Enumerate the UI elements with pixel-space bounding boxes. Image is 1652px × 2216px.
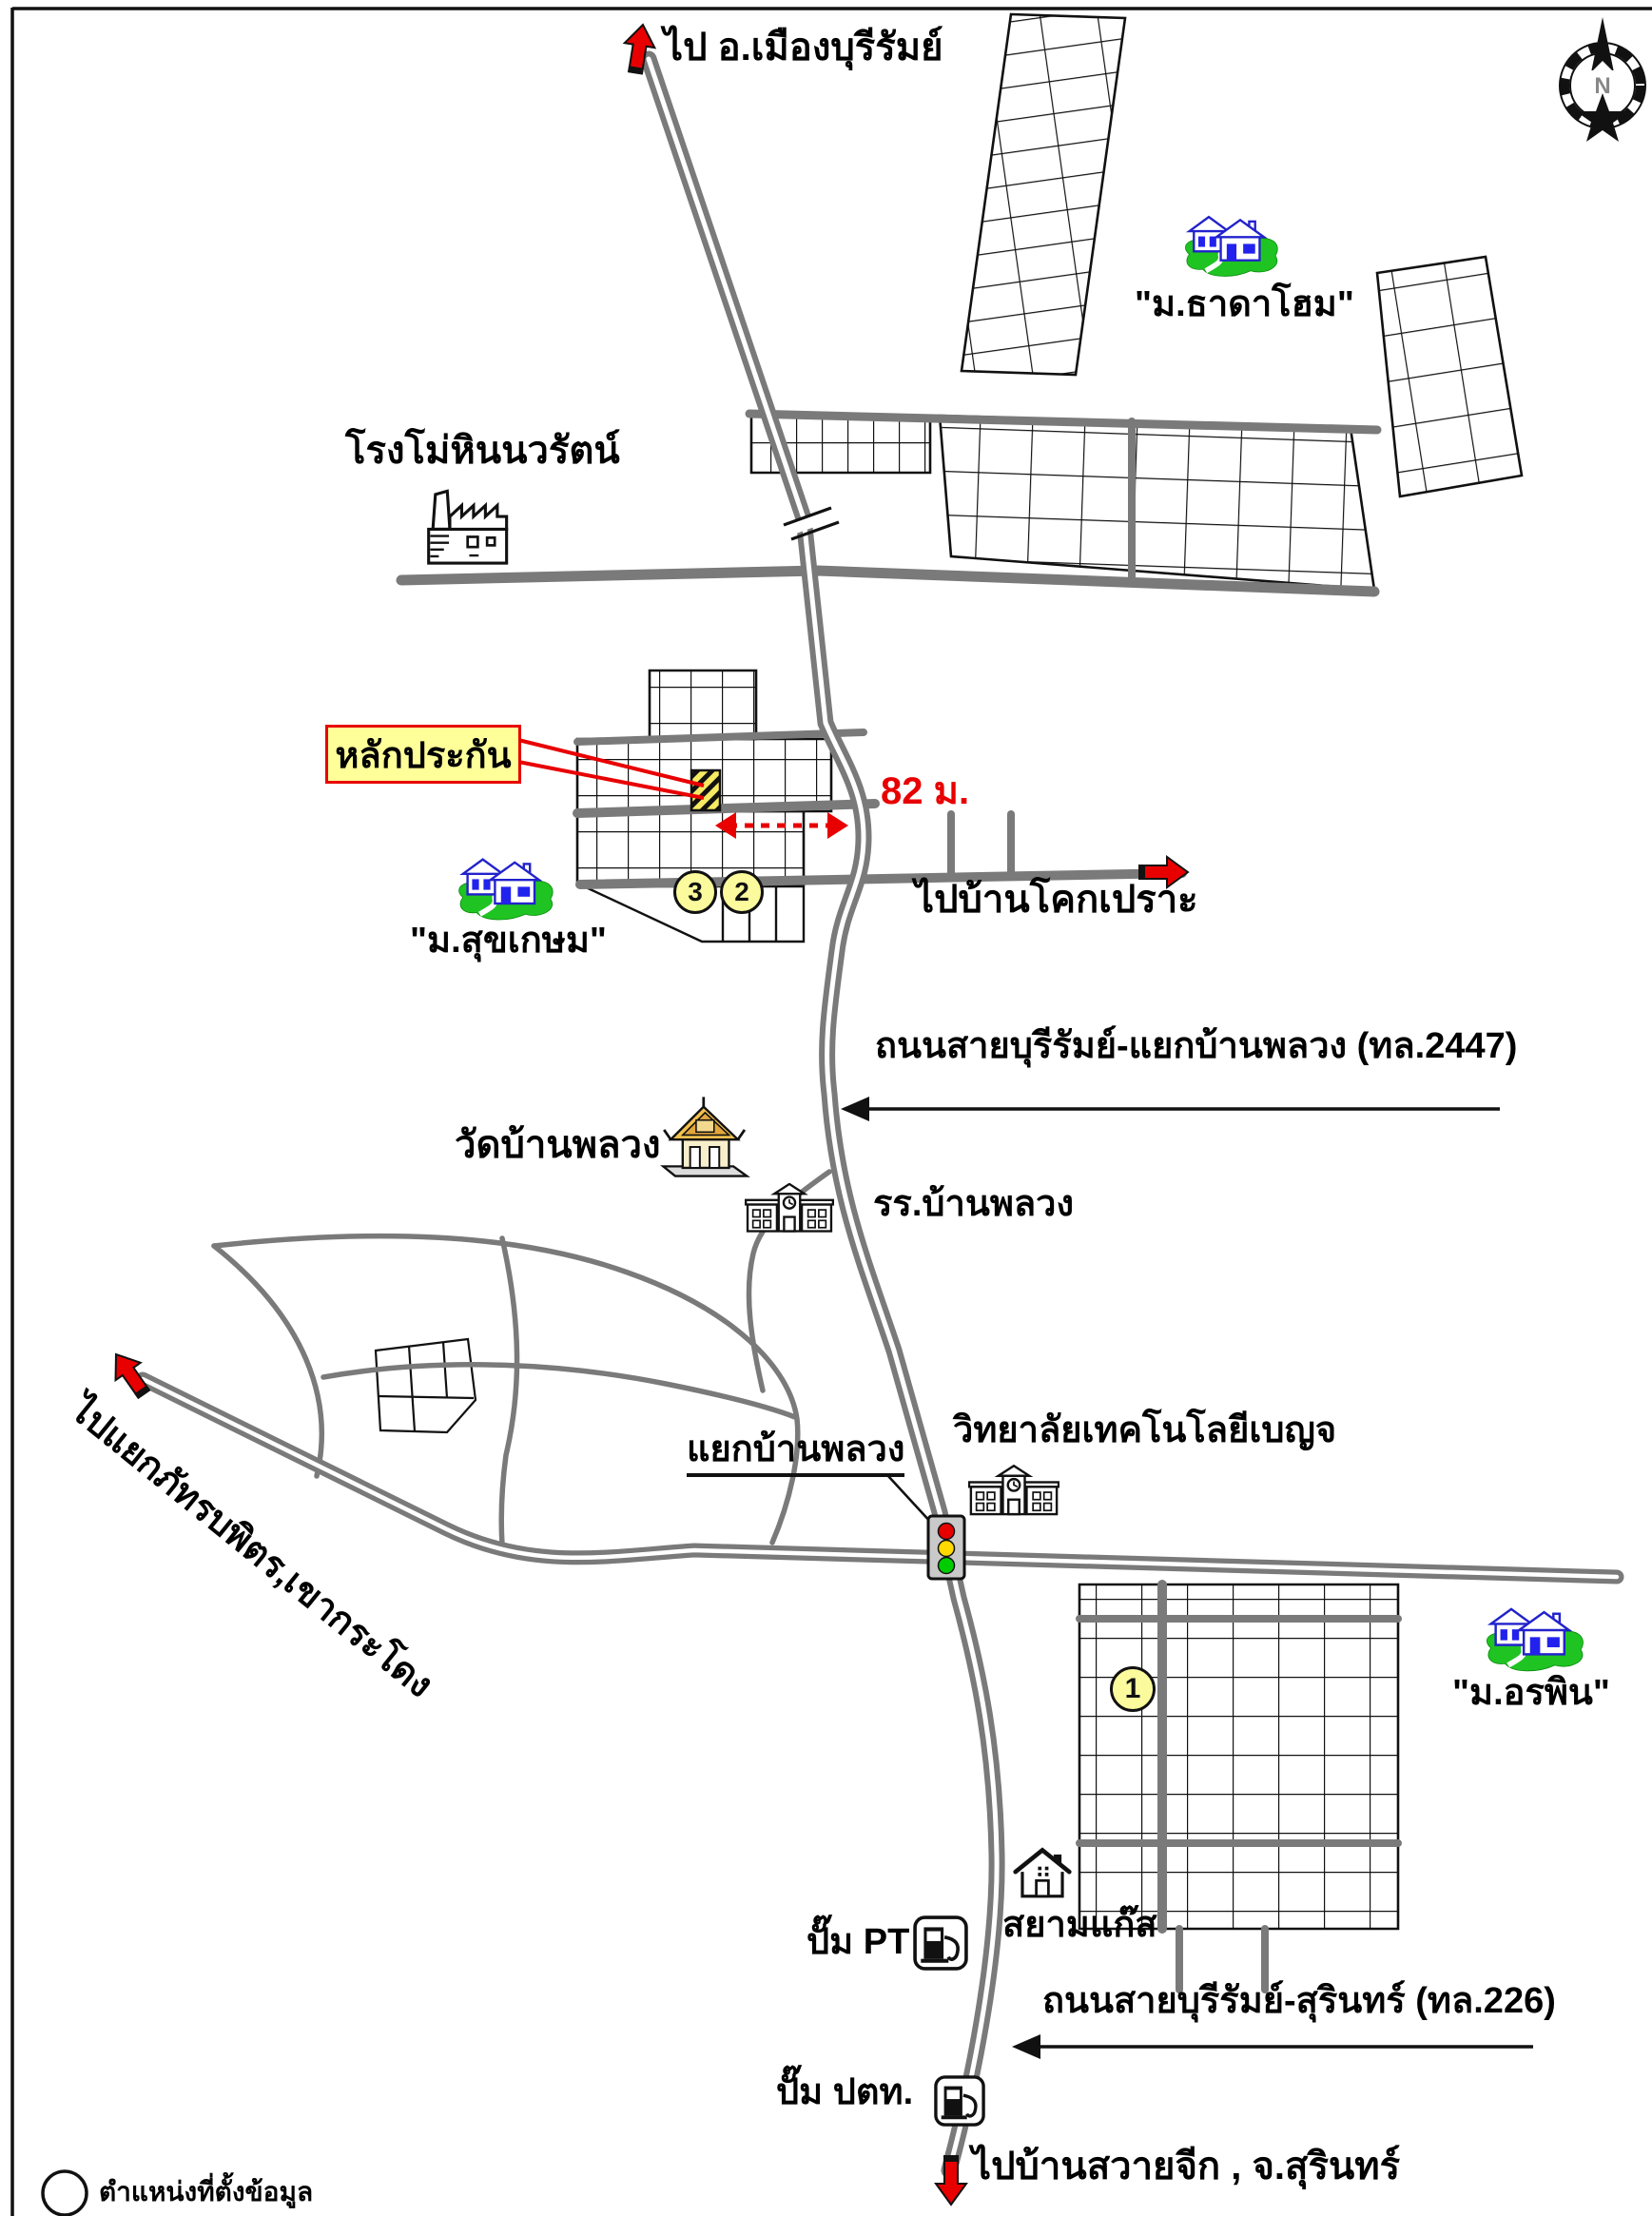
school-ban-phluang-icon xyxy=(746,1184,833,1232)
marker-point-2: 2 xyxy=(720,870,764,914)
label-yaek-ban-phluang: แยกบ้านพลวง xyxy=(687,1430,904,1477)
collateral-plot xyxy=(691,770,720,810)
traffic-light-icon xyxy=(928,1516,964,1579)
label-suk-kasem: "ม.สุขเกษม" xyxy=(410,921,607,961)
label-to-muang-buriram: ไป อ.เมืองบุรีรัมย์ xyxy=(664,27,943,68)
marker-point-1: 1 xyxy=(1110,1666,1156,1712)
temple-icon xyxy=(663,1097,747,1176)
label-oraphin: "ม.อรพิน" xyxy=(1452,1673,1610,1713)
marker-point-3: 3 xyxy=(673,870,717,914)
label-pt-station: ปั๊ม PT xyxy=(807,1922,910,1962)
label-to-sawai-chik: ไปบ้านสวายจีก , จ.สุรินทร์ xyxy=(972,2146,1401,2187)
suk-kasem-houses-icon xyxy=(459,860,554,920)
label-distance-82m: 82 ม. xyxy=(881,770,970,812)
label-school-ban-phluang: รร.บ้านพลวง xyxy=(873,1184,1075,1224)
compass-north-label: N xyxy=(1594,73,1611,99)
label-siam-gas: สยามแก๊ส xyxy=(1002,1905,1157,1945)
road-2447-arrow xyxy=(841,1097,1500,1121)
legend-circle-icon xyxy=(43,2171,87,2215)
label-road-226: ถนนสายบุรีรัมย์-สุรินทร์ (ทล.226) xyxy=(1042,1981,1556,2021)
label-stone-mill: โรงโม่หินนวรัตน์ xyxy=(345,430,620,472)
siam-gas-house-icon xyxy=(1016,1850,1070,1895)
label-road-2447: ถนนสายบุรีรัมย์-แยกบ้านพลวง (ทล.2447) xyxy=(875,1026,1518,1066)
collateral-callout-box xyxy=(325,725,521,784)
label-benja-college: วิทยาลัยเทคโนโลยีเบญจ xyxy=(953,1410,1337,1450)
ptt-pump-icon xyxy=(936,2077,983,2125)
thada-home-houses-icon xyxy=(1185,217,1277,276)
college-icon xyxy=(969,1466,1059,1514)
road-226-arrow xyxy=(1012,2034,1533,2059)
pt-pump-icon xyxy=(915,1917,966,1969)
collateral-label: หลักประกัน xyxy=(335,735,512,776)
label-thada-home: "ม.ธาดาโฮม" xyxy=(1135,284,1354,324)
label-ptt-station: ปั๊ม ปตท. xyxy=(776,2072,914,2112)
arrow-south-icon xyxy=(936,2155,966,2205)
label-to-khok-pro: ไปบ้านโคกเปราะ xyxy=(915,879,1198,921)
stone-mill-factory-icon xyxy=(429,491,507,563)
legend-label: ตำแหน่งที่ตั้งข้อมูล xyxy=(99,2177,314,2206)
oraphin-houses-icon xyxy=(1487,1609,1583,1671)
label-to-phatthara-bophit: ไปแยกภัทรบพิตร,เขากระโดง xyxy=(63,1390,440,1706)
label-wat-ban-phluang: วัดบ้านพลวง xyxy=(455,1124,661,1166)
